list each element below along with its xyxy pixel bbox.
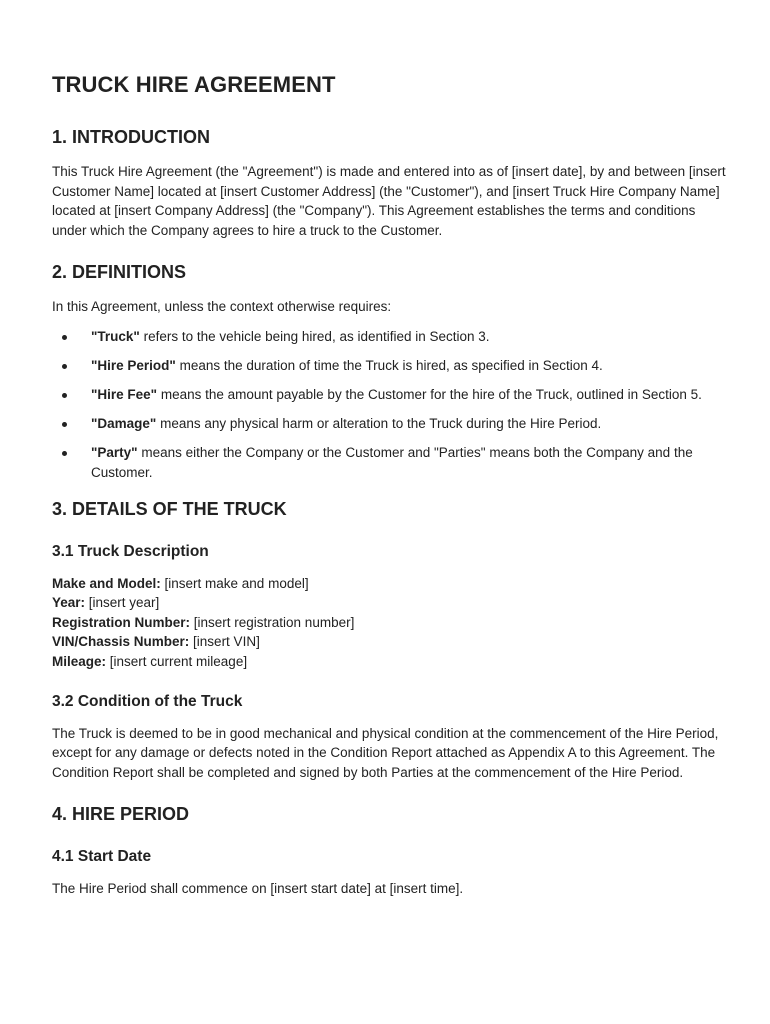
definition-item-hire-fee [52, 385, 730, 405]
bullet-icon [62, 422, 67, 427]
definitions-lead: In this Agreement, unless the context otherwise requires: [52, 299, 392, 315]
definition-term: "Party" [91, 445, 138, 461]
field-value: [insert registration number] [190, 614, 355, 630]
field-registration [52, 613, 730, 633]
document-title: TRUCK HIRE AGREEMENT [52, 72, 336, 97]
field-value: [insert year] [85, 595, 160, 611]
section-details [52, 497, 730, 783]
definition-text: means any physical harm or alteration to the Truck during the Hire Period. [156, 416, 602, 432]
definition-item-truck [52, 327, 730, 347]
section-hire-period [52, 802, 730, 899]
definition-term: "Hire Fee" [91, 387, 158, 403]
subsection-heading-condition: 3.2 Condition of the Truck [52, 692, 243, 710]
definition-term: "Damage" [91, 416, 157, 432]
field-label: Registration Number: [52, 614, 191, 630]
bullet-icon [62, 364, 67, 369]
introduction-paragraph: This Truck Hire Agreement (the "Agreement") is made and entered into as of [insert date], by and between [insert Customer Name] located at [insert Customer Address] (the "Customer"), and [insert Truck Hire Company Name] located at [insert Company Address] (the "Company"). This Agreement establishes the terms and conditions under which the Company agrees to hire a truck to the Customer. [52, 164, 726, 238]
definition-text: means either the Company or the Customer and "Parties" means both the Company and the Customer. [91, 445, 693, 480]
subsection-truck-condition [52, 691, 730, 783]
subsection-truck-description [52, 541, 730, 672]
definition-text: refers to the vehicle being hired, as identified in Section 3. [139, 328, 490, 344]
section-heading-introduction: 1. INTRODUCTION [52, 127, 211, 147]
section-definitions [52, 260, 730, 482]
field-year [52, 593, 730, 613]
definition-term: "Truck" [91, 328, 140, 344]
definitions-list [52, 327, 730, 483]
subsection-heading-description: 3.1 Truck Description [52, 542, 209, 560]
field-vin [52, 632, 730, 652]
field-mileage [52, 652, 730, 672]
section-introduction [52, 125, 730, 240]
section-heading-hire-period: 4. HIRE PERIOD [52, 804, 190, 825]
definition-term: "Hire Period" [91, 358, 176, 374]
field-label: Year: [52, 595, 86, 611]
field-label: Make and Model: [52, 575, 161, 591]
field-value: [insert current mileage] [106, 653, 248, 669]
definition-item-damage [52, 414, 730, 434]
truck-fields [52, 574, 730, 672]
definition-text: means the duration of time the Truck is hired, as specified in Section 4. [175, 358, 603, 374]
subsection-heading-start-date: 4.1 Start Date [52, 848, 152, 866]
section-heading-definitions: 2. DEFINITIONS [52, 262, 187, 283]
field-value: [insert make and model] [160, 575, 309, 591]
definition-item-hire-period [52, 356, 730, 376]
start-date-paragraph: The Hire Period shall commence on [insert start date] at [insert time]. [52, 881, 464, 897]
field-label: VIN/Chassis Number: [52, 634, 190, 650]
field-label: Mileage: [52, 653, 107, 669]
bullet-icon [62, 393, 67, 398]
definition-text: means the amount payable by the Customer for the hire of the Truck, outlined in Section 5. [157, 387, 702, 403]
bullet-icon [62, 335, 67, 340]
field-value: [insert VIN] [189, 634, 260, 650]
section-heading-details: 3. DETAILS OF THE TRUCK [52, 498, 287, 519]
bullet-icon [62, 451, 67, 456]
field-make-model [52, 574, 730, 594]
condition-paragraph: The Truck is deemed to be in good mechanical and physical condition at the commencement of the Hire Period, except for any damage or defects noted in the Condition Report attached as Appendix A to this Agreement. The Condition Report shall be completed and signed by both Parties at the commencement of the Hire Period. [52, 725, 719, 780]
definition-item-party [52, 443, 730, 482]
